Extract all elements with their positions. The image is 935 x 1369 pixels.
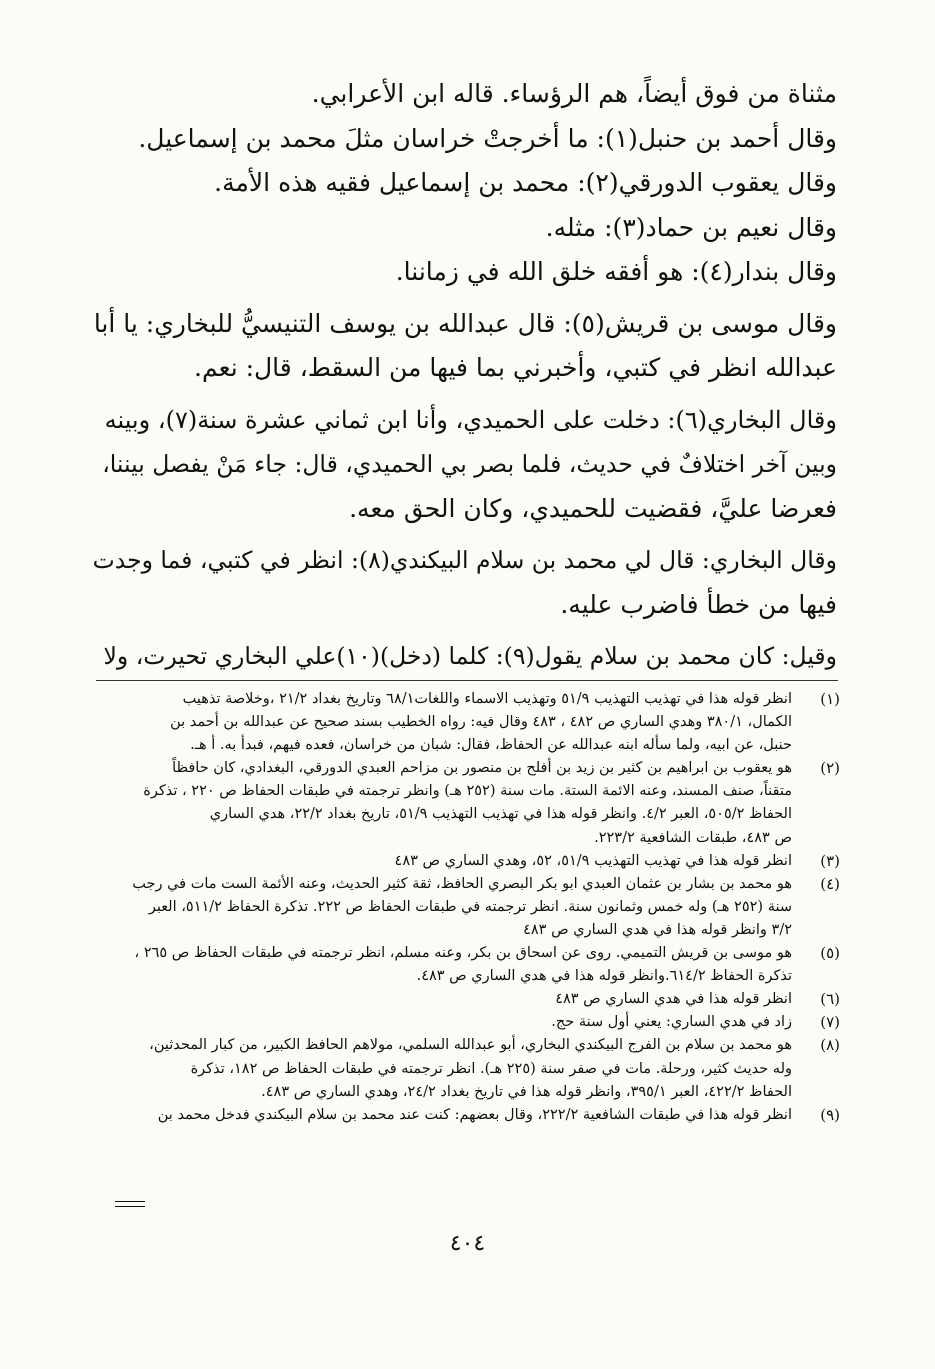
footnote-number: (٦)	[820, 990, 840, 1009]
footnote-line: انظر قوله هذا في هدي الساري ص ٤٨٣	[555, 991, 792, 1008]
footnote-line: الحفاظ ٥٠٥/٢، العبر ٤/٢. وانظر قوله هذا في تهذيب التهذيب ٥١/٩، تاريخ بغداد ٢٢/٢، هدي الساري	[209, 806, 792, 823]
footnote-number: (١)	[820, 690, 840, 708]
text-line: وقال أحمد بن حنبل(١): ما أخرجتْ خراسان مثلَ محمد بن إسماعيل.	[138, 123, 837, 153]
footnote-line: سنة (٢٥٢ هـ) وله خمس وثمانون سنة. انظر ترجمته في طبقات الحفاظ ص ٢٢٢. تذكرة الحفاظ ٥١١/٢، العبر	[148, 898, 792, 915]
footnote-number: (٥)	[820, 944, 840, 963]
footnote-line: انظر قوله هذا في تهذيب التهذيب ٥١/٩ وتهذيب الاسماء واللغات٦٨/١ وتاريخ بغداد ٢١/٢ ،وخلاصة تذهيب	[182, 691, 792, 707]
page-number: ٤٠٤	[449, 1231, 486, 1256]
footnote	[92, 942, 840, 988]
footnote-body	[92, 1011, 792, 1034]
footnote	[92, 1034, 840, 1103]
footnote-line: هو محمد بن بشار بن عثمان العبدي ابو بكر البصري الحافظ، ثقة كثير الحديث، وعنه الأئمة الست مات في رجب	[132, 875, 792, 892]
footnote-line: هو يعقوب بن ابراهيم بن كثير بن زيد بن أفلح بن منصور بن مزاحم العبدي الدورقي، البغدادي، كان حافظاً	[172, 760, 792, 777]
footnote-body	[92, 942, 792, 988]
footnote-line: انظر قوله هذا في طبقات الشافعية ٢٢٢/٢، وقال بعضهم: كنت عند محمد بن سلام البيكندي فدخل محمد بن	[157, 1106, 792, 1123]
footnote-body	[92, 757, 792, 849]
footnote-number: (٢)	[820, 759, 840, 778]
footnote-body	[92, 1104, 792, 1127]
footnote-line: زاد في هدي الساري: يعني أول سنة حج.	[551, 1014, 792, 1031]
footnote-number: (٧)	[820, 1013, 840, 1032]
text-line: وقال يعقوب الدورقي(٢): محمد بن إسماعيل فقيه هذه الأمة.	[214, 168, 837, 197]
footnote	[92, 688, 840, 757]
text-line: وقال نعيم بن حماد(٣): مثله.	[545, 212, 837, 242]
footnote-line: الحفاظ ٤٢٢/٢، العبر ٣٩٥/١، وانظر قوله هذا في تاريخ بغداد ٢٤/٢، وهدي الساري ص ٤٨٣.	[261, 1083, 792, 1100]
footnote-body	[92, 850, 792, 873]
continuation-mark	[115, 1201, 145, 1207]
footnote-number: (٩)	[820, 1105, 840, 1124]
text-line: وقال موسى بن قريش(٥): قال عبدالله بن يوسف التنيسيُّ للبخاري: يا أبا	[93, 308, 837, 338]
footnote-number: (٨)	[820, 1036, 840, 1055]
text-line: وقال البخاري: قال لي محمد بن سلام البيكندي(٨): انظر في كتبي، فما وجدت	[92, 546, 837, 574]
footnote-line: انظر قوله هذا في تهذيب التهذيب ٥١/٩، ٥٢، وهدي الساري ص ٤٨٣	[394, 852, 792, 869]
text-line: فيها من خطأ فاضرب عليه.	[560, 589, 837, 619]
footnote	[92, 757, 840, 849]
text-line: مثناة من فوق أيضاً، هم الرؤساء. قاله ابن الأعرابي.	[311, 79, 837, 108]
main-text	[92, 72, 837, 679]
footnote	[92, 850, 840, 873]
text-line: وقيل: كان محمد بن سلام يقول(٩): كلما (دخل)(١٠)علي البخاري تحيرت، ولا	[103, 642, 837, 670]
footnote-line: ص ٤٨٣، طبقات الشافعية ٢٢٣/٢.	[594, 829, 792, 846]
footnote-body	[92, 1034, 792, 1103]
footnote-line: هو موسى بن قريش التميمي. روى عن اسحاق بن بكر، وعنه مسلم، انظر ترجمته في طبقات الحفاظ ص ٢٦٥ ،	[134, 945, 792, 962]
text-line: عبدالله انظر في كتبي، وأخبرني بما فيها من السقط، قال: نعم.	[194, 353, 837, 382]
text-line: وقال البخاري(٦): دخلت على الحميدي، وأنا ابن ثماني عشرة سنة(٧)، وبينه	[104, 405, 837, 434]
footnote-line: هو محمد بن سلام بن الفرج البيكندي البخاري، أبو عبدالله السلمي، مولاهم الحافظ الكبير، من كبار المحدثين،	[149, 1037, 792, 1054]
footnote-number: (٣)	[820, 851, 840, 870]
footnote-body	[92, 988, 792, 1011]
footnote-line: وله حديث كثير، ورحلة. مات في صفر سنة (٢٢٥ هـ). انظر ترجمته في طبقات الحفاظ ص ١٨٢، تذكرة	[190, 1060, 792, 1077]
footnote-separator	[96, 680, 838, 681]
footnote-line: الكمال، ٣٨٠/١ وهدي الساري ص ٤٨٢ ، ٤٨٣ وقال فيه: رواه الخطيب بسند صحيح عن عبدالله بن أحمد بن	[170, 714, 792, 731]
footnote-line: متقناً، صنف المسند، وعنه الائمة الستة. مات سنة (٢٥٢ هـ) وانظر ترجمته في طبقات الحفاظ ص ٢٢٠ ، تذكرة	[143, 783, 792, 800]
footnote-body	[92, 688, 792, 757]
footnote-line: حنبل، عن ابيه، ولما سأله ابنه عبدالله عن الحفاظ، فقال: شبان من خراسان، فعده فيهم، فبدأ به. أ هـ.	[190, 737, 792, 754]
footnote-body	[92, 873, 792, 942]
footnote-line: تذكرة الحفاظ ٦١٤/٢.وانظر قوله هذا في هدي الساري ص ٤٨٣.	[416, 968, 792, 985]
footnote	[92, 1011, 840, 1034]
text-line: وبين آخر اختلافٌ في حديث، فلما بصر بي الحميدي، قال: جاء مَنْ يفصل بيننا،	[102, 450, 837, 478]
footnote-line: ٣/٢ وانظر قوله هذا في هدي الساري ص ٤٨٣	[523, 921, 792, 938]
footnote-number: (٤)	[820, 874, 840, 893]
text-line: وقال بندار(٤): هو أفقه خلق الله في زماننا.	[395, 257, 837, 286]
footnote	[92, 1104, 840, 1127]
text-line: فعرضا عليَّ، فقضيت للحميدي، وكان الحق معه.	[349, 493, 837, 523]
footnote	[92, 873, 840, 942]
footnote	[92, 988, 840, 1011]
footnotes	[92, 688, 840, 1127]
